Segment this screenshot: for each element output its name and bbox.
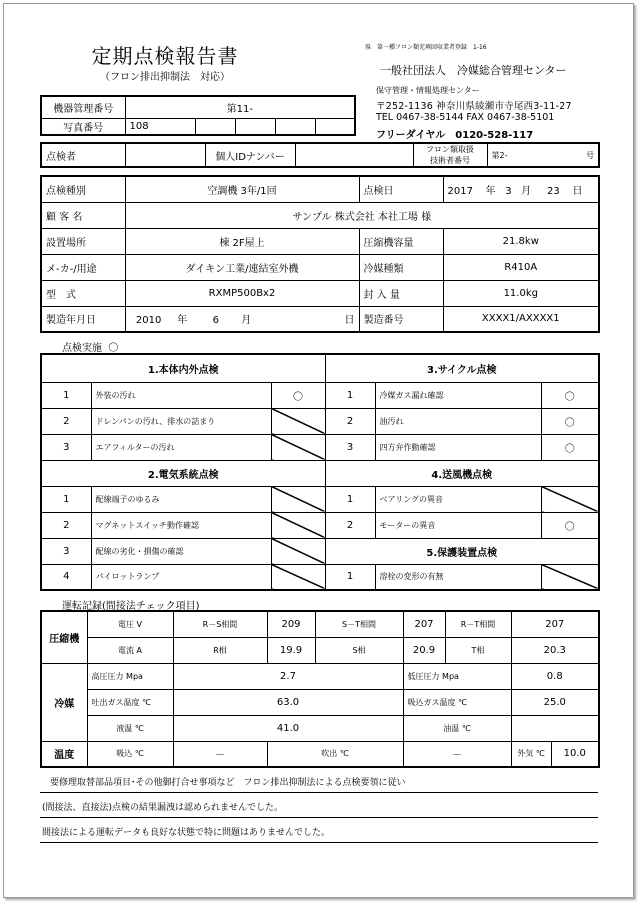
sec2-item: 配線端子のゆるみ <box>91 486 271 512</box>
notes-line-1: (間接法、直接法)点検の結果漏洩は認められませんでした。 <box>42 803 284 813</box>
outdoor-value: 10.0 <box>551 741 599 767</box>
sec2-mark <box>271 564 325 590</box>
voltage-label: 電圧 V <box>87 611 173 637</box>
sec4-mark: 〇 <box>541 512 599 538</box>
sec2-item: 配線の劣化・損傷の確認 <box>91 538 271 564</box>
page-subtitle: （フロン排出抑制法 対応） <box>100 72 230 83</box>
photo-cell <box>275 118 315 135</box>
sec1-mark <box>271 434 325 460</box>
id-table <box>40 95 356 136</box>
rt-label: R－T相間 <box>445 611 511 637</box>
notes-heading: 要修理取替部品項目･その他御打合せ事項など フロン排出抑制法による点検要領に従い <box>50 778 406 788</box>
sec5-item: 溶栓の変形の有無 <box>375 564 541 590</box>
hp-label: 高圧圧力 Mpa <box>87 663 173 689</box>
t-value: 20.3 <box>511 637 599 663</box>
customer-label: 顧 客 名 <box>41 202 125 228</box>
sec1-mark <box>271 408 325 434</box>
notes-line-2: 間接法による運転データも良好な状態で特に問題はありませんでした。 <box>42 828 331 838</box>
hp-value: 2.7 <box>173 663 403 689</box>
sec3-title: 3.サイクル点検 <box>325 354 599 382</box>
sec3-no: 1 <box>325 382 375 408</box>
equipment-no-value: 第11- <box>125 96 355 118</box>
sec4-item: ベアリングの異音 <box>375 486 541 512</box>
photo-cell <box>195 118 235 135</box>
model-label: 型 式 <box>41 280 125 306</box>
tech-no-label: フロン類取扱 技術者番号 <box>413 143 487 167</box>
capacity-label: 圧縮機容量 <box>359 228 443 254</box>
rt-value: 207 <box>511 611 599 637</box>
note-divider <box>40 817 598 818</box>
sec2-no: 3 <box>41 538 91 564</box>
address: 〒252-1136 神奈川県綾瀬市寺尾西3-11-27 <box>376 101 572 112</box>
sec1-title: 1.本体内外点検 <box>41 354 325 382</box>
type-label: 点検種別 <box>41 176 125 202</box>
note-divider <box>40 842 598 843</box>
intake-value: － <box>173 741 267 767</box>
personal-id-value <box>295 143 413 167</box>
sec2-no: 4 <box>41 564 91 590</box>
mfg-label: 製造年月日 <box>41 306 125 332</box>
maker-label: メ-カ-/用途 <box>41 254 125 280</box>
refrigerant-value: R410A <box>443 254 599 280</box>
charge-label: 封 入 量 <box>359 280 443 306</box>
sec2-item: マグネットスイッチ動作確認 <box>91 512 271 538</box>
sec2-mark <box>271 512 325 538</box>
s-label: S相 <box>315 637 403 663</box>
sec1-item: ドレンパンの汚れ、排水の詰まり <box>91 408 271 434</box>
r-label: R相 <box>173 637 267 663</box>
liq-value: 41.0 <box>173 715 403 741</box>
temp-label: 温度 <box>41 741 87 767</box>
capacity-value: 21.8kw <box>443 228 599 254</box>
sec5-title: 5.保護装置点検 <box>325 538 599 564</box>
sec1-mark: 〇 <box>271 382 325 408</box>
sec4-item: モーターの異音 <box>375 512 541 538</box>
liq-label: 液温 ℃ <box>87 715 173 741</box>
inspector-value <box>125 143 205 167</box>
run-table <box>40 610 600 768</box>
sec1-no: 2 <box>41 408 91 434</box>
organization-name: 一般社団法人 冷媒総合管理センター <box>380 64 567 77</box>
date-label: 点検日 <box>359 176 443 202</box>
check-table <box>40 353 600 591</box>
sec1-no: 1 <box>41 382 91 408</box>
sec1-item: エアフィルターの汚れ <box>91 434 271 460</box>
sec2-title: 2.電気系統点検 <box>41 460 325 486</box>
sec2-no: 1 <box>41 486 91 512</box>
equipment-no-label: 機器管理番号 <box>41 96 125 118</box>
sec3-no: 2 <box>325 408 375 434</box>
photo-no-label: 写真番号 <box>41 118 125 135</box>
sec3-item: 油汚れ <box>375 408 541 434</box>
refrigerant-run-label: 冷媒 <box>41 663 87 741</box>
sec2-mark <box>271 486 325 512</box>
dis-value: 63.0 <box>173 689 403 715</box>
run-label: 運転記録(間接法チェック項目) <box>62 601 200 612</box>
lp-value: 0.8 <box>511 663 599 689</box>
refrigerant-label: 冷媒種類 <box>359 254 443 280</box>
registration-text: 県 第一種フロン類充填回収業者登録 1-16 <box>365 44 487 51</box>
current-label: 電流 A <box>87 637 173 663</box>
suc-value: 25.0 <box>511 689 599 715</box>
sec3-mark: 〇 <box>541 408 599 434</box>
sec2-item: パイロットランプ <box>91 564 271 590</box>
oil-value <box>511 715 599 741</box>
location-label: 設置場所 <box>41 228 125 254</box>
sec4-no: 1 <box>325 486 375 512</box>
rs-value: 209 <box>267 611 315 637</box>
inspector-table <box>40 142 600 168</box>
sec4-title: 4.送風機点検 <box>325 460 599 486</box>
serial-value: XXXX1/AXXXX1 <box>443 306 599 332</box>
intake-label: 吸込 ℃ <box>87 741 173 767</box>
s-value: 20.9 <box>403 637 445 663</box>
section-name: 保守管理・情報処理センター <box>376 86 480 95</box>
sec3-no: 3 <box>325 434 375 460</box>
suc-label: 吸込ガス温度 ℃ <box>403 689 511 715</box>
sec4-no: 2 <box>325 512 375 538</box>
t-label: T相 <box>445 637 511 663</box>
customer-value: サンプル 株式会社 本社工場 様 <box>125 202 599 228</box>
outlet-value: － <box>403 741 511 767</box>
sec5-no: 1 <box>325 564 375 590</box>
page-title: 定期点検報告書 <box>91 44 239 68</box>
dis-label: 吐出ガス温度 ℃ <box>87 689 173 715</box>
photo-cell <box>315 118 355 135</box>
sec1-no: 3 <box>41 434 91 460</box>
sec2-mark <box>271 538 325 564</box>
sec3-mark: 〇 <box>541 382 599 408</box>
note-divider <box>40 792 598 793</box>
serial-label: 製造番号 <box>359 306 443 332</box>
sec4-mark <box>541 486 599 512</box>
st-value: 207 <box>403 611 445 637</box>
date-value: 2017 年 3 月 23 日 <box>443 176 599 202</box>
tech-no-value: 第2- 号 <box>487 143 599 167</box>
oil-label: 油温 ℃ <box>403 715 511 741</box>
sec3-mark: 〇 <box>541 434 599 460</box>
maker-value: ダイキン工業/連結室外機 <box>125 254 359 280</box>
personal-id-label: 個人IDナンバー <box>205 143 295 167</box>
sec2-no: 2 <box>41 512 91 538</box>
model-value: RXMP500Bx2 <box>125 280 359 306</box>
impl-label: 点検実施 〇 <box>62 343 119 354</box>
charge-value: 11.0kg <box>443 280 599 306</box>
tel-fax: TEL 0467-38-5144 FAX 0467-38-5101 <box>376 112 555 123</box>
st-label: S－T相間 <box>315 611 403 637</box>
inspector-label: 点検者 <box>41 143 125 167</box>
outdoor-label: 外気 ℃ <box>511 741 551 767</box>
free-dial: フリーダイヤル 0120-528-117 <box>376 130 534 141</box>
photo-cell <box>235 118 275 135</box>
photo-no-value: 108 <box>125 118 195 135</box>
lp-label: 低圧圧力 Mpa <box>403 663 511 689</box>
mfg-value: 2010 年 6 月 日 <box>125 306 359 332</box>
type-value: 空調機 3年/1回 <box>125 176 359 202</box>
compressor-label: 圧縮機 <box>41 611 87 663</box>
sec5-mark <box>541 564 599 590</box>
sec1-item: 外装の汚れ <box>91 382 271 408</box>
sec3-item: 冷媒ガス漏れ確認 <box>375 382 541 408</box>
outlet-label: 吹出 ℃ <box>267 741 403 767</box>
location-value: 棟 2F屋上 <box>125 228 359 254</box>
rs-label: R－S相間 <box>173 611 267 637</box>
sec3-item: 四方弁作動確認 <box>375 434 541 460</box>
info-table <box>40 175 600 333</box>
r-value: 19.9 <box>267 637 315 663</box>
